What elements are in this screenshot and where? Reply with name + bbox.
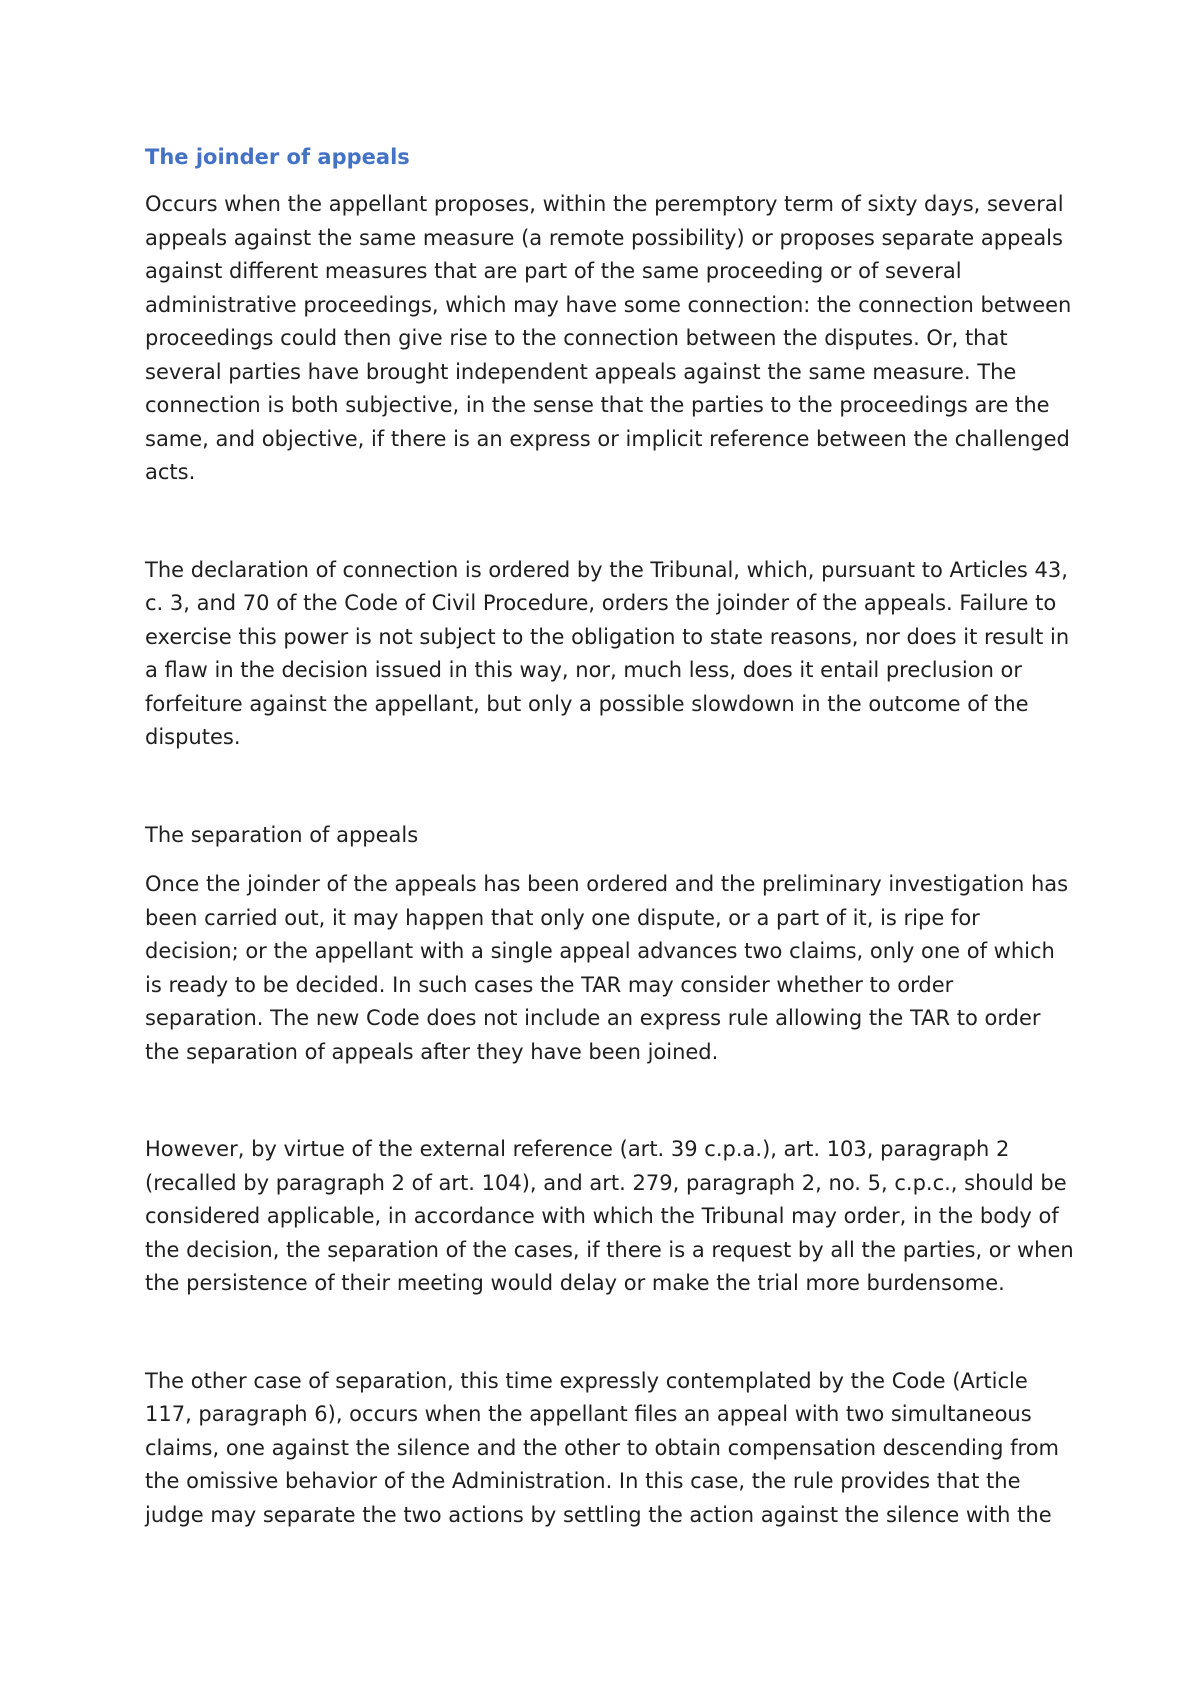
paragraph-spacer [145,1301,1075,1365]
paragraph-spacer [145,1069,1075,1133]
paragraph-other-case-separation: The other case of separation, this time expressly contemplated by the Code (Article 117, paragraph 6), occurs when the appellant files an appeal with two simultaneous claims, one against the silence and the other to obtain compensation descending from the omissive behavior of the Administration. In this case, the rule provides that the judge may separate the two actions by settling the action against the silence with the [145,1368,1060,1527]
section-heading: The joinder of appeals [145,145,410,169]
paragraph-spacer [145,490,1075,554]
paragraph-declaration-of-connection: The declaration of connection is ordered by the Tribunal, which, pursuant to Articles 43, c. 3, and 70 of the Code of Civil Procedure, orders the joinder of the appeals. Failure to exercise this power is not subject to the obligation to state reasons, nor does it result in a flaw in the decision issued in this way, nor, much less, does it entail preclusion or forfeiture against the appellant, but only a possible slowdown in the outcome of the disputes. [145,557,1070,749]
paragraph-joinder-definition: Occurs when the appellant proposes, within the peremptory term of sixty days, several appeals against the same measure (a remote possibility) or proposes separate appeals against different measures that are part of the same proceeding or of several administrative proceedings, which may have some connection: the connection between proceedings could then give rise to the connection between the disputes. Or, that several parties have brought independent appeals against the same measure. The connection is both subjective, in the sense that the parties to the proceedings are the same, and objective, if there is an express or implicit reference between the challenged acts. [145,192,1072,484]
section-subheading: The separation of appeals [145,822,419,847]
paragraph-external-reference: However, by virtue of the external reference (art. 39 c.p.a.), art. 103, paragraph 2 (recalled by paragraph 2 of art. 104), and art. 279, paragraph 2, no. 5, c.p.c., should be considered applicable, in accordance with which the Tribunal may order, in the body of the decision, the separation of the cases, if there is a request by all the parties, or when the persistence of their meeting would delay or make the trial more burdensome. [145,1137,1074,1295]
paragraph-spacer [145,755,1075,819]
document-body [145,140,1075,1532]
paragraph-separation-conditions: Once the joinder of the appeals has been ordered and the preliminary investigation has been carried out, it may happen that only one dispute, or a part of it, is ripe for decision; or the appellant with a single appeal advances two claims, only one of which is ready to be decided. In such cases the TAR may consider whether to order separation. The new Code does not include an express rule allowing the TAR to order the separation of appeals after they have been joined. [145,872,1069,1064]
